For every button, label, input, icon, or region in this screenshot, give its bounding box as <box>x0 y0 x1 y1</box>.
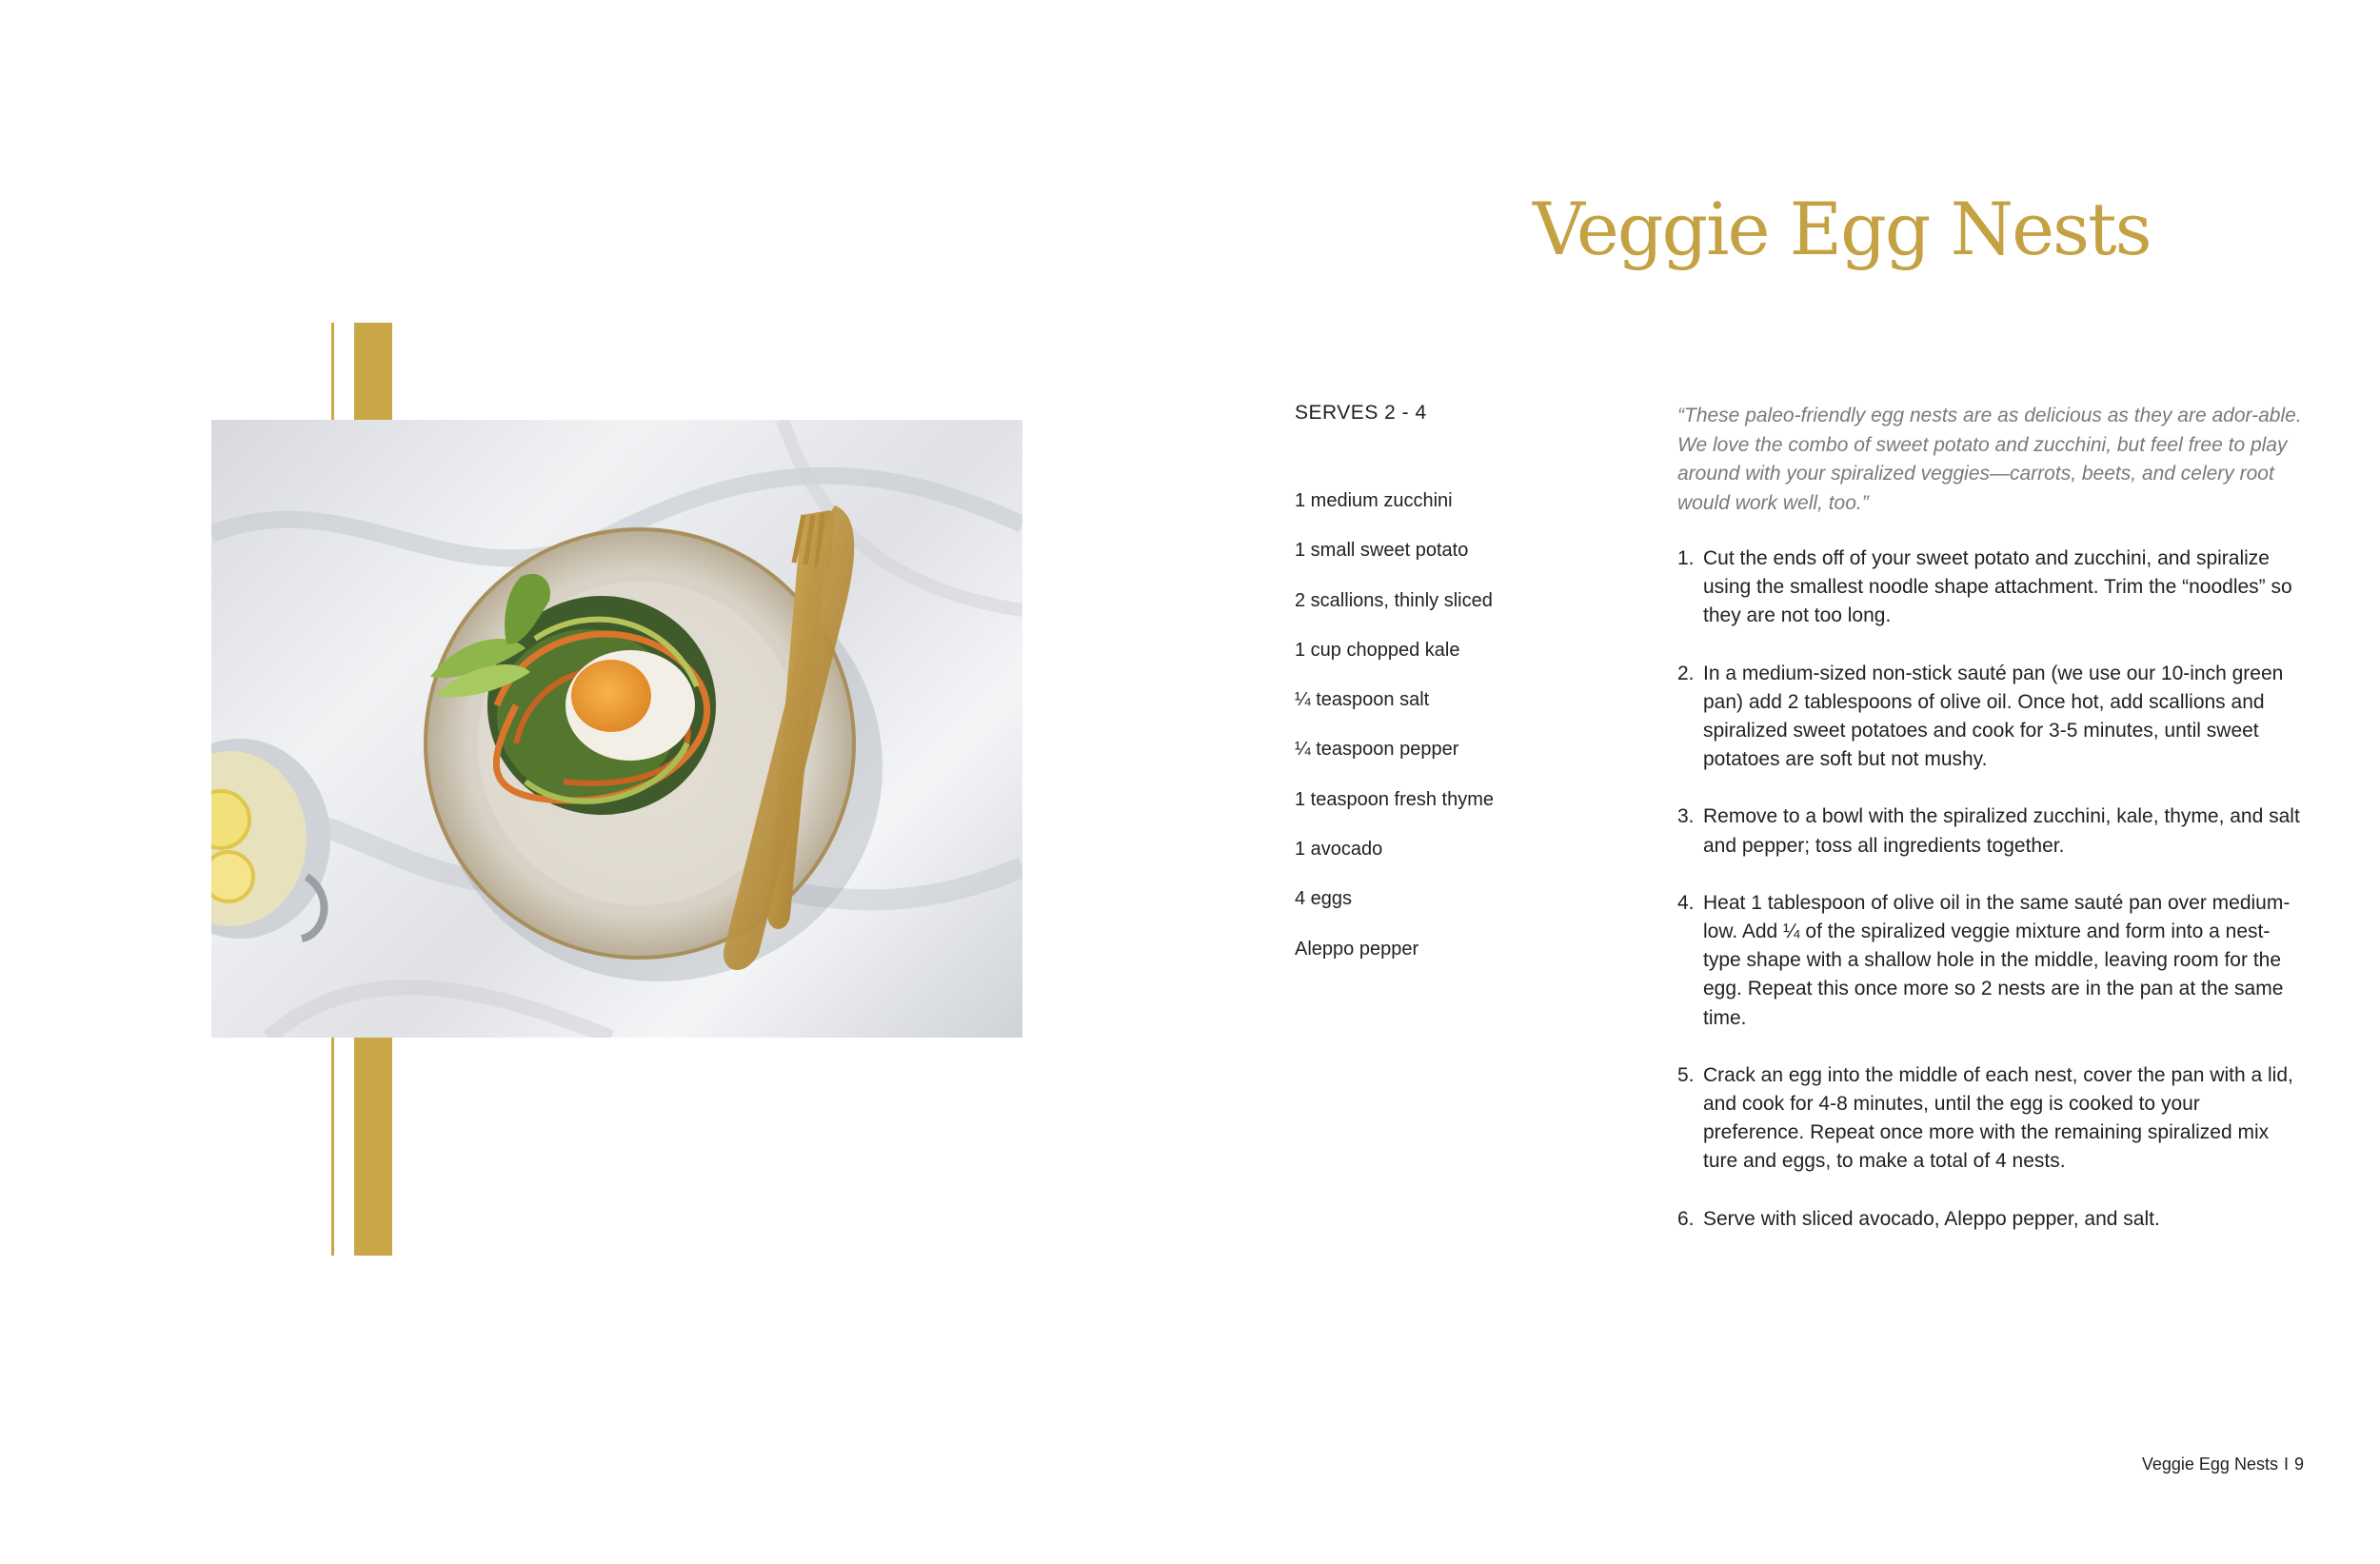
footer-separator: I <box>2283 1455 2289 1474</box>
step-item <box>1677 889 2306 1033</box>
recipe-intro: “These paleo-friendly egg nests are as delicious as they are ador-able. We love the combo of sweet potato and zucchini, but feel free to play around with your spiralized veggies—carrots, beets, and celery root would work well, too.” <box>1677 405 2302 514</box>
step-text: Heat 1 tablespoon of olive oil in the same sauté pan over medium-low. Add ¼ of the spiralized veggie mixture and form into a nest-type shape with a shallow hole in the middle, leaving room for the egg. Repeat this once more so 2 nests are in the pan at the same time. <box>1703 891 2291 1029</box>
footer-title: Veggie Egg Nests <box>2141 1455 2278 1474</box>
step-text: Serve with sliced avocado, Aleppo pepper, and salt. <box>1703 1207 2160 1230</box>
step-number: 6. <box>1677 1207 1695 1230</box>
ingredient-item: 1 medium zucchini <box>1295 490 1453 511</box>
ingredient-item: 1 avocado <box>1295 839 1383 861</box>
ingredient-item: 1 cup chopped kale <box>1295 639 1460 661</box>
ingredient-item: 1 teaspoon fresh thyme <box>1295 788 1495 810</box>
ingredient-item: 4 eggs <box>1295 888 1353 910</box>
step-number: 2. <box>1677 662 1695 684</box>
step-number: 3. <box>1677 805 1695 828</box>
page-title: Veggie Egg Nests <box>1533 187 2151 271</box>
photo-illustration <box>211 420 1022 1038</box>
ingredient-item: Aleppo pepper <box>1295 938 1419 960</box>
ingredient-item: ¼ teaspoon pepper <box>1295 739 1459 761</box>
step-text: Crack an egg into the middle of each nest, cover the pan with a lid, and cook for 4-8 minutes, until the egg is cooked to your preference. Repeat once more with the remaining spiralized mix ture and eggs, to make a total of 4 nests. <box>1703 1063 2293 1173</box>
step-text: Cut the ends off of your sweet potato and zucchini, and spiralize using the smallest noodle shape attachment. Trim the “noodles” so they are not too long. <box>1703 547 2292 627</box>
step-number: 1. <box>1677 547 1695 569</box>
step-item <box>1677 1205 2306 1234</box>
page-number: 9 <box>2293 1455 2304 1474</box>
step-number: 4. <box>1677 891 1695 914</box>
recipe-photo <box>211 420 1022 1038</box>
serves-label: SERVES 2 - 4 <box>1295 402 1427 424</box>
step-list <box>1677 544 2306 1262</box>
step-text: In a medium-sized non-stick sauté pan (we use our 10-inch green pan) add 2 tablespoons of olive oil. Once hot, add scallions and spiralized sweet potatoes and cook for 3-5 minutes, until sweet potatoes are soft but not mushy. <box>1703 662 2284 771</box>
step-item <box>1677 544 2306 631</box>
step-item <box>1677 1061 2306 1177</box>
page-footer <box>2142 1455 2304 1475</box>
ingredient-item: 2 scallions, thinly sliced <box>1295 589 1493 611</box>
ingredient-list <box>1295 476 1494 974</box>
step-text: Remove to a bowl with the spiralized zucchini, kale, thyme, and salt and pepper; toss all ingredients together. <box>1703 805 2300 857</box>
step-number: 5. <box>1677 1063 1695 1086</box>
ingredient-item: ¼ teaspoon salt <box>1295 689 1430 711</box>
ingredient-item: 1 small sweet potato <box>1295 540 1469 562</box>
step-item <box>1677 660 2306 775</box>
step-item <box>1677 802 2306 860</box>
